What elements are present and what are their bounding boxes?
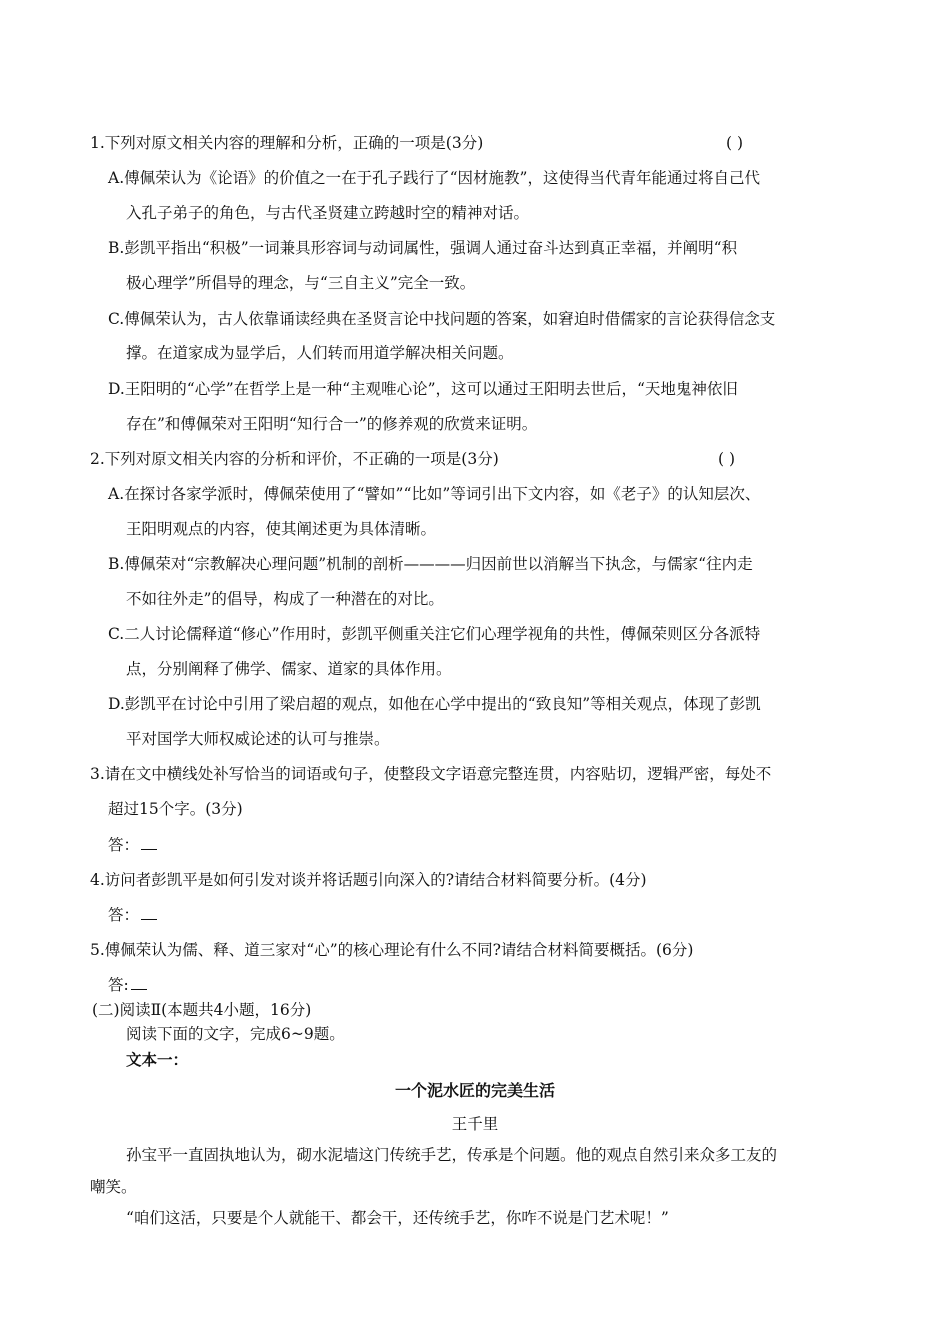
q1-option-a-cont: 入孔子弟子的角色，与古代圣贤建立跨越时空的精神对话。 [126, 204, 530, 222]
q1-option-c-cont: 撑。在道家成为显学后，人们转而用道学解决相关问题。 [126, 344, 514, 362]
q1-option-d: D.王阳明的“心学”在哲学上是一种“主观唯心论”，这可以通过王阳明去世后，“天地鬼神依旧 [108, 380, 738, 398]
q1-option-c: C.傅佩荣认为，古人依靠诵读经典在圣贤言论中找问题的答案，如窘迫时借儒家的言论获得信念支 [108, 310, 776, 328]
q3-stem: 3.请在文中横线处补写恰当的词语或句子，使整段文字语意完整连贯，内容贴切，逻辑严密，每处不 [90, 765, 772, 783]
q2-option-d-cont: 平对国学大师权威论述的认可与推崇。 [126, 730, 390, 748]
article-paragraph-1: 孙宝平一直固执地认为，砌水泥墙这门传统手艺，传承是个问题。他的观点自然引来众多工友的 [126, 1146, 778, 1164]
q2-stem: 2.下列对原文相关内容的分析和评价，不正确的一项是(3分) [90, 450, 499, 468]
q2-option-a-cont: 王阳明观点的内容，使其阐述更为具体清晰。 [126, 520, 437, 538]
q4-answer-line[interactable] [108, 905, 157, 925]
q2-option-b: B.傅佩荣对“宗教解决心理问题”机制的剖析————归因前世以消解当下执念，与儒家“往内走 [108, 555, 753, 573]
q2-option-c: C.二人讨论儒释道“修心”作用时，彭凯平侧重关注它们心理学视角的共性，傅佩荣则区分各派特 [108, 625, 761, 643]
q5-answer-line[interactable] [108, 975, 147, 995]
article-paragraph-1-cont: 嘲笑。 [90, 1178, 137, 1196]
q5-answer-blank[interactable] [131, 975, 147, 990]
section2-heading: (二)阅读Ⅱ(本题共4小题，16分) [92, 1001, 312, 1019]
article-author: 王千里 [451, 1115, 499, 1133]
q2-answer-paren: ( ) [718, 450, 736, 468]
q2-option-c-cont: 点，分别阐释了佛学、儒家、道家的具体作用。 [126, 660, 452, 678]
q5-answer-label: 答: [108, 976, 129, 994]
q3-answer-blank[interactable] [141, 835, 157, 850]
q5-stem: 5.傅佩荣认为儒、释、道三家对“心”的核心理论有什么不同?请结合材料简要概括。(6分) [90, 941, 694, 959]
article-paragraph-2: “咱们这活，只要是个人就能干、都会干，还传统手艺，你咋不说是门艺术呢！” [126, 1209, 669, 1227]
q3-answer-line[interactable] [108, 835, 157, 855]
q1-answer-paren: ( ) [726, 134, 744, 152]
article-title: 一个泥水匠的完美生活 [394, 1081, 555, 1100]
q2-option-d: D.彭凯平在讨论中引用了梁启超的观点，如他在心学中提出的“致良知”等相关观点，体现了彭凯 [108, 695, 761, 713]
q1-option-b-cont: 极心理学”所倡导的理念，与“三自主义”完全一致。 [126, 274, 476, 292]
text-one-label: 文本一： [126, 1051, 189, 1069]
q1-option-d-cont: 存在”和傅佩荣对王阳明“知行合一”的修养观的欣赏来证明。 [126, 415, 538, 433]
q4-answer-label: 答： [108, 906, 140, 924]
q2-option-a: A.在探讨各家学派时，傅佩荣使用了“譬如”“比如”等词引出下文内容，如《老子》的认知层次、 [108, 485, 761, 503]
q1-option-b: B.彭凯平指出“积极”一词兼具形容词与动词属性，强调人通过奋斗达到真正幸福，并阐明“积 [108, 239, 738, 257]
section2-instruction: 阅读下面的文字，完成6~9题。 [126, 1025, 345, 1043]
q1-stem: 1.下列对原文相关内容的理解和分析，正确的一项是(3分) [90, 134, 484, 152]
q4-answer-blank[interactable] [141, 905, 157, 920]
q3-answer-label: 答： [108, 836, 140, 854]
q4-stem: 4.访问者彭凯平是如何引发对谈并将话题引向深入的?请结合材料简要分析。(4分) [90, 871, 647, 889]
q2-option-b-cont: 不如往外走”的倡导，构成了一种潜在的对比。 [126, 590, 444, 608]
q3-stem-cont: 超过15个字。(3分) [108, 800, 243, 818]
q1-option-a: A.傅佩荣认为《论语》的价值之一在于孔子践行了“因材施教”，这使得当代青年能通过将自己代 [108, 169, 760, 187]
